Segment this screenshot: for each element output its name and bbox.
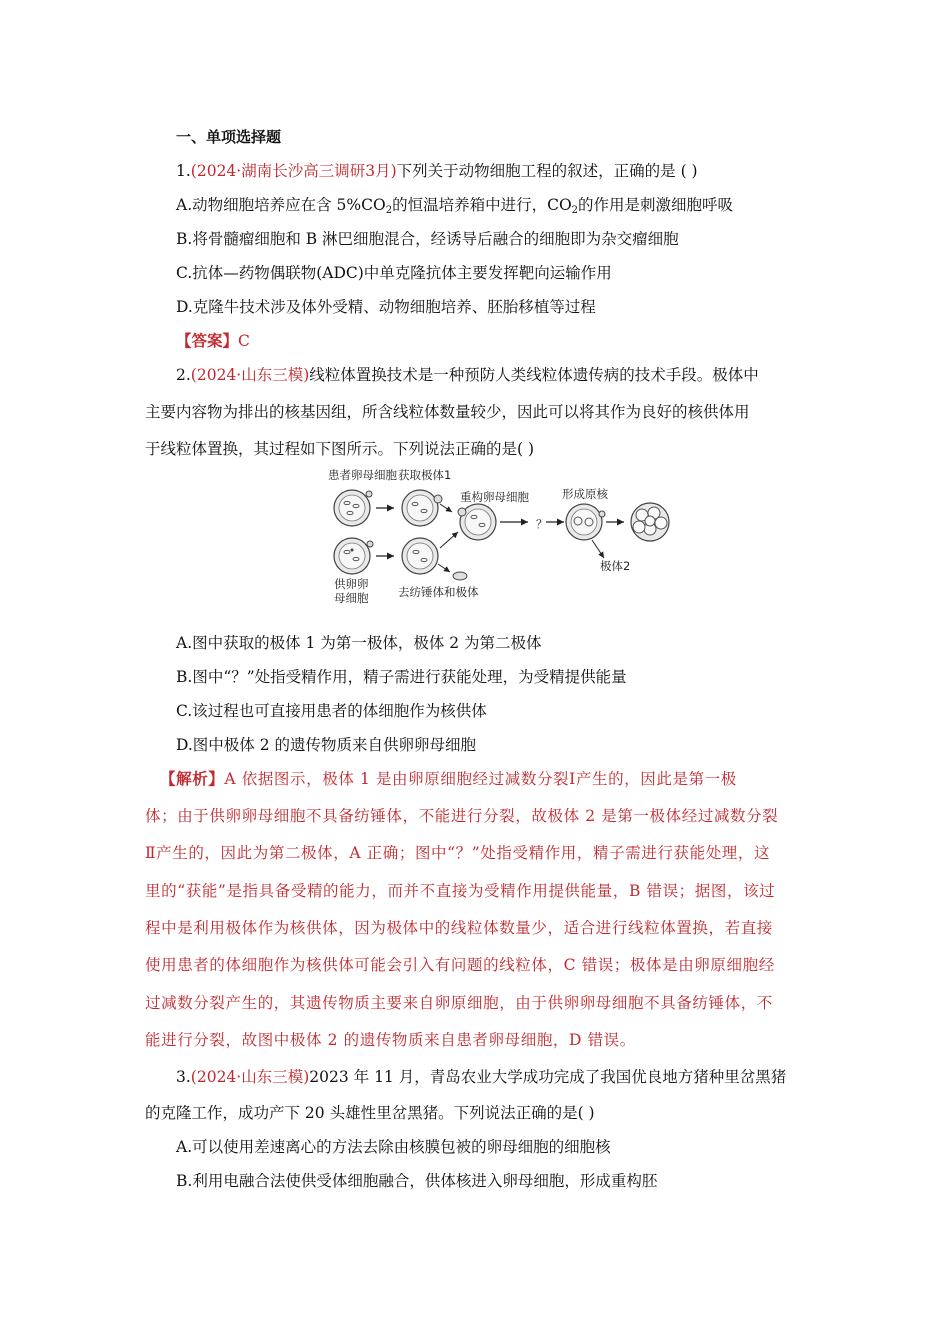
q2-explanation-line-2: 体；由于供卵卵母细胞不具备纺锤体，不能进行分裂，故极体 2 是第一极体经过减数分裂 (145, 807, 779, 825)
label-form-pronucleus: 形成原核 (562, 487, 608, 501)
answer-value: C (238, 332, 250, 350)
label-rebuild-oocyte: 重构卵母细胞 (460, 490, 529, 504)
q1-option-b: B.将骨髓瘤细胞和 B 淋巴细胞混合，经诱导后融合的细胞即为杂交瘤细胞 (176, 230, 679, 248)
rebuilt-oocyte-cell (458, 504, 496, 540)
q3-option-b: B.利用电融合法使供受体细胞融合，供体核进入卵母细胞，形成重构胚 (176, 1172, 658, 1190)
question-source: (2024·山东三模) (190, 1068, 310, 1086)
explanation-label: 【解析】 (160, 770, 225, 788)
question-2-stem-line-3: 于线粒体置换，其过程如下图所示。下列说法正确的是( ) (145, 440, 535, 458)
question-source: (2024·湖南长沙高三调研3月) (190, 162, 397, 180)
question-number: 1. (176, 162, 191, 180)
early-embryo-cell (631, 503, 669, 541)
label-donor-oocyte-1: 供卵卵 (334, 577, 369, 591)
question-1-stem (176, 160, 698, 182)
question-number: 2. (176, 366, 191, 384)
q1-answer (176, 330, 250, 352)
label-remove-spindle: 去纺锤体和极体 (398, 585, 479, 599)
q2-option-c: C.该过程也可直接用患者的体细胞作为核供体 (176, 702, 487, 720)
label-donor-oocyte-2: 母细胞 (334, 591, 369, 605)
q2-explanation-line-3: Ⅱ产生的，因此为第二极体，A 正确；图中“？”处指受精作用，精子需进行获能处理，这 (145, 844, 771, 862)
label-patient-oocyte: 患者卵母细胞 (328, 468, 397, 482)
answer-label: 【答案】 (176, 332, 239, 350)
pronucleus-cell (566, 504, 605, 540)
q1-option-c: C.抗体—药物偶联物(ADC)中单克隆抗体主要发挥靶向运输作用 (176, 264, 612, 282)
patient-oocyte-cell (334, 490, 372, 526)
q2-explanation-line-5: 程中是利用极体作为核供体，因为极体中的线粒体数量少，适合进行线粒体置换，若直接 (145, 919, 773, 937)
q2-explanation-line-8: 能进行分裂，故图中极体 2 的遗传物质来自患者卵母细胞，D 错误。 (145, 1031, 636, 1049)
question-source: (2024·山东三模) (190, 366, 310, 384)
question-text: 下列关于动物细胞工程的叙述，正确的是 ( ) (396, 162, 698, 180)
section-title: 一、单项选择题 (176, 128, 282, 146)
mitochondrial-replacement-diagram (328, 466, 700, 616)
q2-option-d: D.图中极体 2 的遗传物质来自供卵卵母细胞 (176, 736, 477, 754)
removed-spindle-shape (453, 572, 467, 580)
question-number: 3. (176, 1068, 191, 1086)
donor-oocyte-cell (334, 538, 373, 574)
polar-body-1-cell (402, 490, 442, 526)
q2-option-b: B.图中“？”处指受精作用，精子需进行获能处理，为受精提供能量 (176, 668, 627, 686)
q3-option-a: A.可以使用差速离心的方法去除由核膜包被的卵母细胞的细胞核 (176, 1138, 611, 1156)
q2-explanation-line-6: 使用患者的体细胞作为核供体可能会引入有问题的线粒体，C 错误；极体是由卵原细胞经 (145, 956, 775, 974)
label-polar-body-2: 极体2 (600, 559, 631, 573)
label-question-mark: ？ (536, 517, 548, 531)
enucleated-oocyte-cell (402, 538, 438, 574)
question-2-stem-line-1: 2.(2024·山东三模)线粒体置换技术是一种预防人类线粒体遗传病的技术手段。极体中 (176, 366, 759, 384)
question-3-stem-line-2: 的克隆工作，成功产下 20 头雄性里岔黑猪。下列说法正确的是( ) (145, 1104, 595, 1122)
q1-option-d: D.克隆牛技术涉及体外受精、动物细胞培养、胚胎移植等过程 (176, 298, 596, 316)
q1-option-a: A.动物细胞培养应在含 $5\%CO_2$的恒温培养箱中进行，$CO_2$的作用是刺激细胞呼吸 (176, 196, 734, 216)
q2-explanation-line-7: 过减数分裂产生的，其遗传物质主要来自卵原细胞，由于供卵卵母细胞不具备纺锤体，不 (145, 994, 773, 1012)
q2-explanation-line-1: 【解析】A 依据图示，极体 1 是由卵原细胞经过减数分裂Ⅰ产生的，因此是第一极 (160, 770, 737, 788)
question-3-stem-line-1: 3.(2024·山东三模)2023 年 11 月，青岛农业大学成功完成了我国优良地方猪种里岔黑猪 (176, 1068, 787, 1086)
q2-explanation-line-4: 里的“获能”是指具备受精的能力，而并不直接为受精作用提供能量，B 错误；据图，该过 (145, 882, 776, 900)
label-get-polar-body: 获取极体1 (398, 468, 452, 482)
question-2-stem-line-2: 主要内容物为排出的核基因组，所含线粒体数量较少，因此可以将其作为良好的核供体用 (145, 403, 750, 421)
q2-option-a: A.图中获取的极体 1 为第一极体，极体 2 为第二极体 (176, 634, 542, 652)
